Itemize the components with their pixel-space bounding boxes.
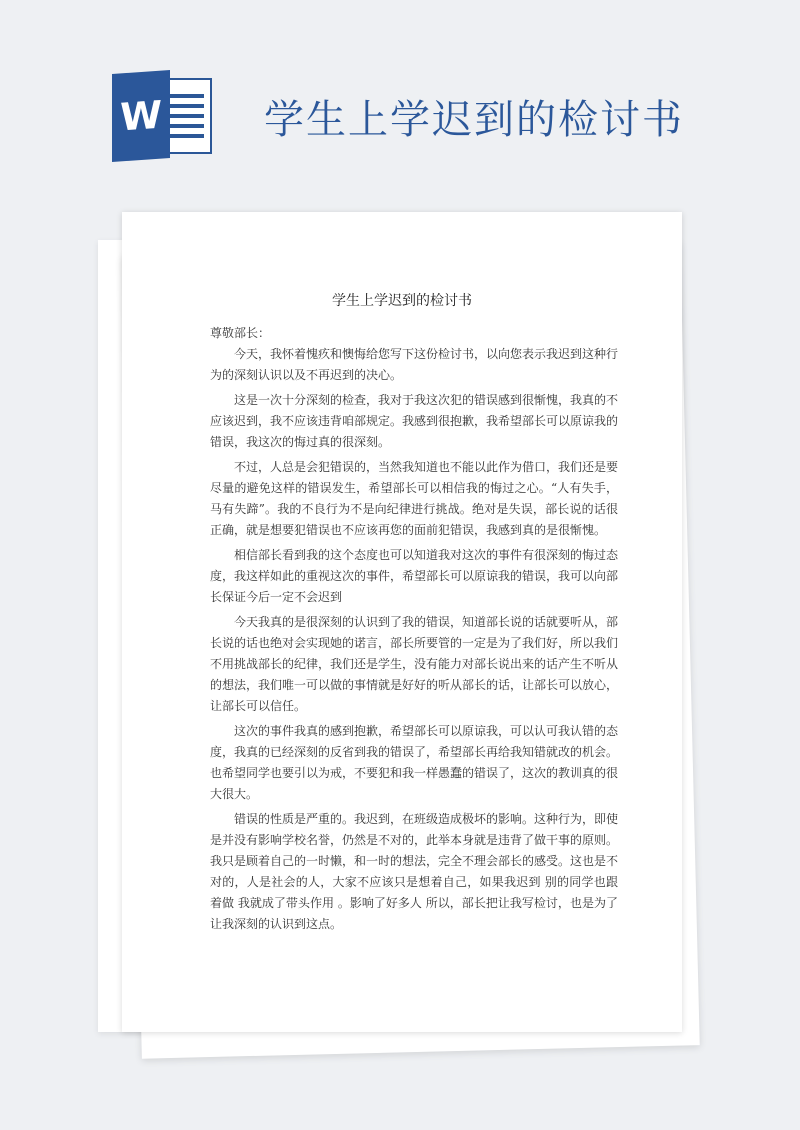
body-paragraph: 错误的性质是严重的。我迟到，在班级造成极坏的影响。这种行为，即使是并没有影响学校名誉，仍然是不对的，此举本身就是违背了做干事的原则。我只是顾着自己的一时懒，和一时的想法，完全不理会部长的感受。这也是不对的，人是社会的人，大家不应该只是想着自己，如果我迟到 别的同学也跟着做 我就成了带头作用 。影响了好多人 所以，部长把让我写检讨，也是为了让我深刻的认识到这点。 — [210, 812, 619, 931]
document-body — [210, 344, 618, 939]
word-document-icon — [112, 72, 214, 160]
body-paragraph: 今天，我怀着愧疚和懊悔给您写下这份检讨书，以向您表示我迟到这种行为的深刻认识以及不再迟到的决心。 — [210, 347, 619, 382]
word-line-shape — [164, 104, 204, 108]
body-paragraph: 不过，人总是会犯错误的，当然我知道也不能以此作为借口，我们还是要尽量的避免这样的错误发生，希望部长可以相信我的悔过之心。“人有失手，马有失蹄”。我的不良行为不是向纪律进行挑战。绝对是失误，部长说的话很正确，就是想要犯错误也不应该再您的面前犯错误，我感到真的是很惭愧。 — [210, 460, 619, 537]
document-title: 学生上学迟到的检讨书 — [332, 293, 472, 309]
body-paragraph: 相信部长看到我的这个态度也可以知道我对这次的事件有很深刻的悔过态度，我这样如此的重视这次的事件，希望部长可以原谅我的错误，我可以向部长保证今后一定不会迟到 — [210, 548, 619, 604]
body-paragraph: 这次的事件我真的感到抱歉，希望部长可以原谅我，可以认可我认错的态度，我真的已经深刻的反省到我的错误了，希望部长再给我知错就改的机会。也希望同学也要引以为戒，不要犯和我一样愚蠢的错误了，这次的教训真的很大很大。 — [210, 724, 619, 801]
document-salutation: 尊敬部长： — [210, 326, 271, 340]
page-header — [0, 0, 800, 200]
word-line-shape — [164, 94, 204, 98]
word-line-shape — [164, 134, 204, 138]
page-title: 学生上学迟到的检讨书 — [264, 97, 684, 143]
body-paragraph: 这是一次十分深刻的检查，我对于我这次犯的错误感到很惭愧，我真的不应该迟到，我不应该违背咱部规定。我感到很抱歉，我希望部长可以原谅我的错误，我这次的悔过真的很深刻。 — [210, 393, 619, 449]
word-badge: W — [112, 70, 170, 162]
word-line-shape — [164, 114, 204, 118]
word-line-shape — [164, 124, 204, 128]
document-page — [122, 212, 682, 1032]
body-paragraph: 今天我真的是很深刻的认识到了我的错误，知道部长说的话就要听从，部长说的话也绝对会实现她的诺言，部长所要管的一定是为了我们好，所以我们不用挑战部长的纪律，我们还是学生，没有能力对部长说出来的话产生不听从的想法，我们唯一可以做的事情就是好好的听从部长的话，让部长可以放心，让部长可以信任。 — [210, 615, 619, 713]
